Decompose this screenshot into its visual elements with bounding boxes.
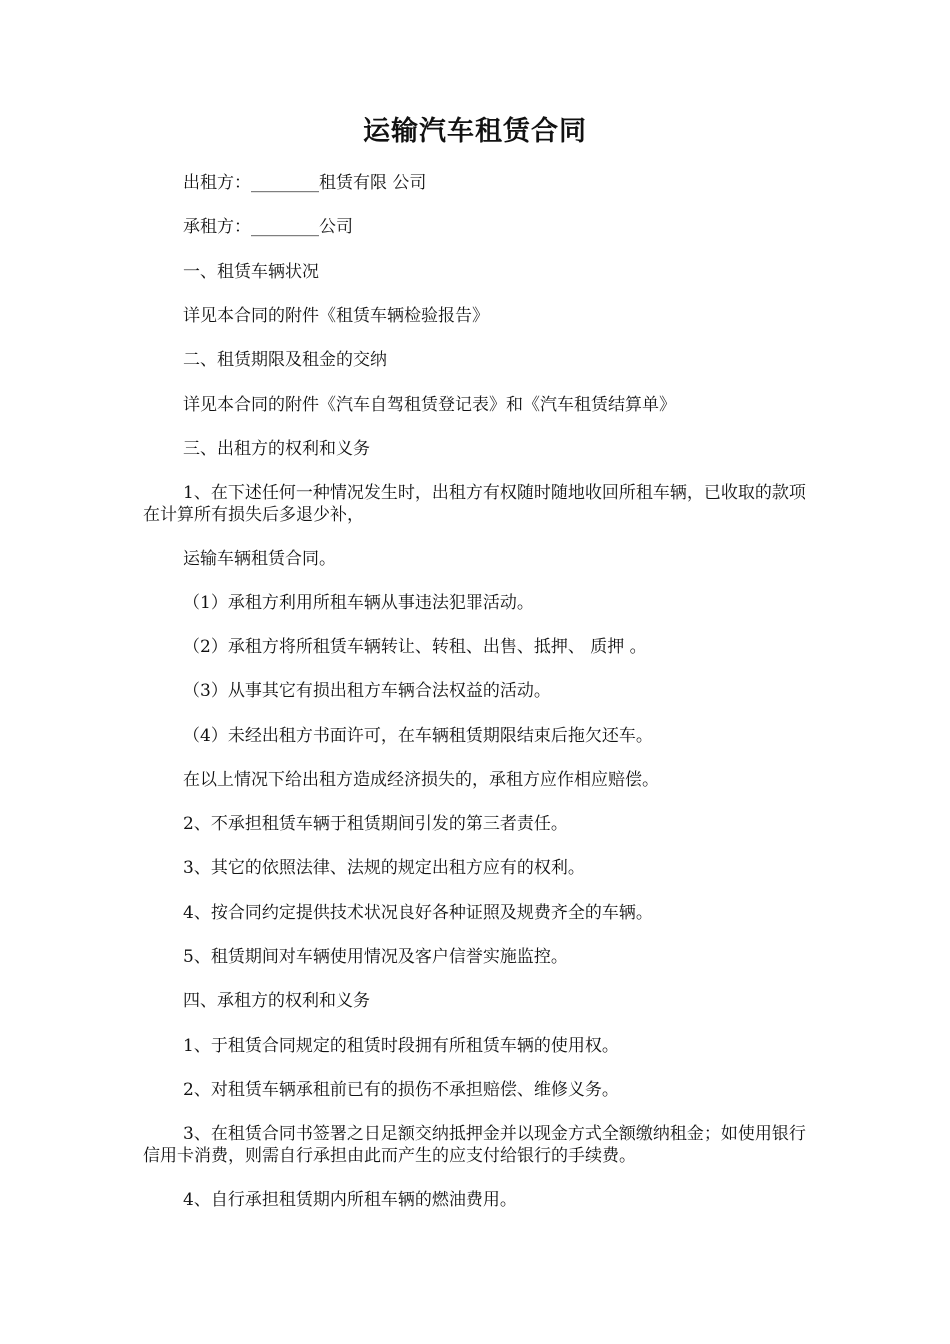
paragraph: 3、其它的依照法律、法规的规定出租方应有的权利。 [183, 858, 585, 878]
paragraph: 3、在租赁合同书签署之日足额交纳抵押金并以现金方式全额缴纳租金；如使用银行信用卡消费，则需自行承担由此而产生的应支付给银行的手续费。 [143, 1124, 806, 1166]
list-item: （1）承租方利用所租车辆从事违法犯罪活动。 [183, 593, 534, 613]
paragraph: 5、租赁期间对车辆使用情况及客户信誉实施监控。 [183, 947, 568, 967]
paragraph: 运输车辆租赁合同。 [183, 549, 336, 569]
list-item: （3）从事其它有损出租方车辆合法权益的活动。 [183, 681, 551, 701]
paragraph: 2、不承担租赁车辆于租赁期间引发的第三者责任。 [183, 814, 568, 834]
section-heading-3: 三、出租方的权利和义务 [183, 439, 370, 459]
section-heading-2: 二、租赁期限及租金的交纳 [183, 350, 387, 370]
paragraph: 1、在下述任何一种情况发生时，出租方有权随时随地收回所租车辆，已收取的款项在计算所有损失后多退少补， [143, 483, 806, 525]
paragraph: 2、对租赁车辆承租前已有的损伤不承担赔偿、维修义务。 [183, 1080, 619, 1100]
list-item: （2）承租方将所租赁车辆转让、转租、出售、抵押、 质押 。 [183, 637, 647, 657]
paragraph: 在以上情况下给出租方造成经济损失的，承租方应作相应赔偿。 [183, 770, 659, 790]
list-item: （4）未经出租方书面许可，在车辆租赁期限结束后拖欠还车。 [183, 726, 653, 746]
paragraph: 4、自行承担租赁期内所租车辆的燃油费用。 [183, 1190, 517, 1210]
section-heading-1: 一、租赁车辆状况 [183, 262, 319, 282]
paragraph: 详见本合同的附件《租赁车辆检验报告》 [183, 306, 489, 326]
paragraph-lessee: 承租方：________公司 [183, 217, 353, 237]
paragraph-lessor: 出租方：________租赁有限 公司 [183, 173, 427, 193]
paragraph: 详见本合同的附件《汽车自驾租赁登记表》和《汽车租赁结算单》 [183, 395, 676, 415]
paragraph: 1、于租赁合同规定的租赁时段拥有所租赁车辆的使用权。 [183, 1036, 619, 1056]
section-heading-4: 四、承租方的权利和义务 [183, 991, 370, 1011]
document-title: 运输汽车租赁合同 [363, 116, 587, 147]
paragraph: 4、按合同约定提供技术状况良好各种证照及规费齐全的车辆。 [183, 903, 653, 923]
